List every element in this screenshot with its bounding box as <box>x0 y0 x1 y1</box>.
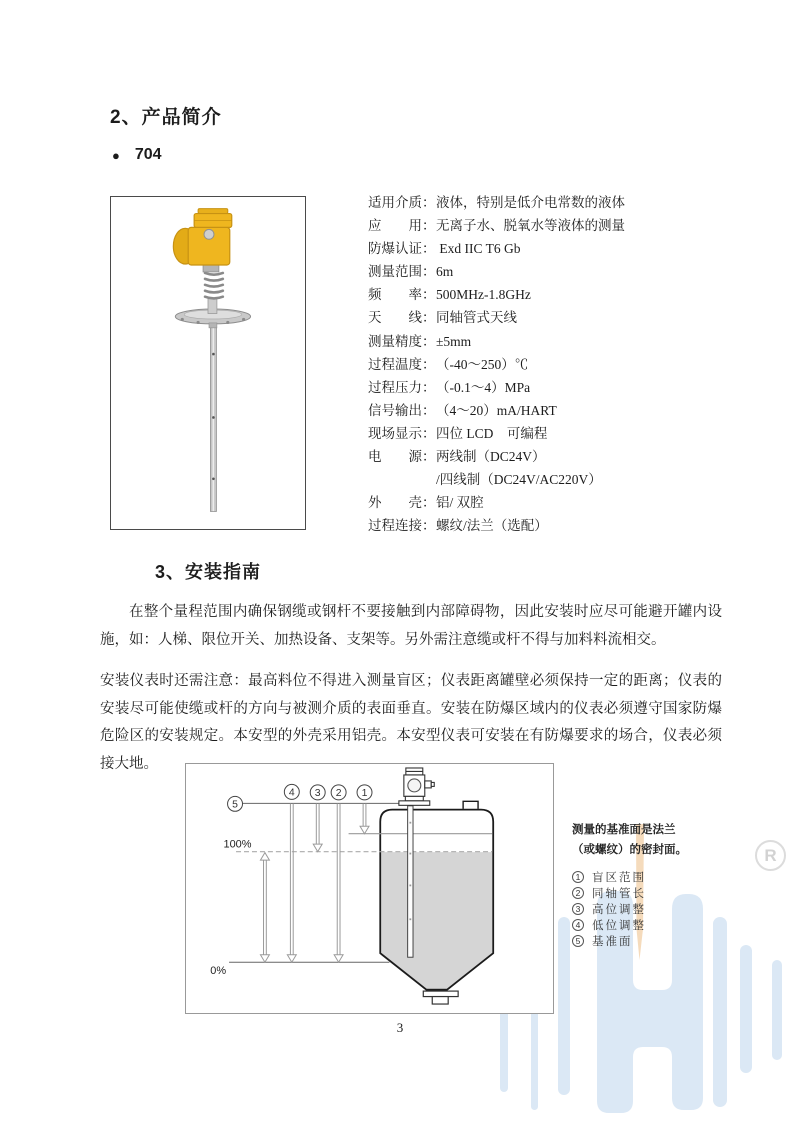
callout-2-number: 2 <box>335 787 342 799</box>
spec-row <box>368 214 758 237</box>
spec-row <box>368 283 758 306</box>
callout-numbers <box>232 787 367 810</box>
housing-cap <box>198 209 228 214</box>
product-image <box>110 196 306 530</box>
spec-row <box>368 514 758 537</box>
flange-bolt <box>181 318 184 321</box>
diagram-arrows <box>260 803 369 962</box>
legend-item-text: 低位调整 <box>592 920 646 932</box>
arrow-4-low-adjust <box>287 803 296 962</box>
spec-label: 适用介质： <box>368 195 436 210</box>
callout-4-number: 4 <box>288 787 295 799</box>
spec-value: 液体，特别是低介电常数的液体 <box>436 195 625 210</box>
install-paragraph-1: 在整个量程范围内确保钢缆或钢杆不要接触到内部障碍物，因此安装时应尽可能避开罐内设施，如：人梯、限位开关、加热设备、支架等。另外需注意缆或杆不得与加料料流相交。 <box>100 604 722 648</box>
circled-number-icon: 3 <box>572 903 584 915</box>
spec-list <box>368 191 758 537</box>
legend-item <box>572 869 722 885</box>
spec-value: 铝/ 双腔 <box>436 495 484 511</box>
circled-number-icon: 2 <box>572 887 584 899</box>
arrow-2-coax-length <box>334 803 343 962</box>
level-transmitter-drawing <box>173 209 250 512</box>
product-name: 704 <box>134 146 162 163</box>
legend-item-text: 同轴管长 <box>592 888 646 900</box>
spec-value: （4～20）mA/HART <box>436 402 557 418</box>
spec-row <box>368 353 758 376</box>
spec-label: 现场显示： <box>368 425 436 441</box>
bottom-outlet-nozzle <box>432 997 448 1004</box>
bottom-outlet-flange <box>423 991 458 996</box>
spec-value: ±5mm <box>436 333 472 349</box>
spec-row <box>368 399 758 422</box>
watermark-bar <box>558 917 570 1095</box>
spec-row <box>368 306 758 329</box>
spec-label: 天 线： <box>368 310 436 326</box>
flange-bolt <box>226 321 229 324</box>
spec-row <box>368 260 758 283</box>
label-100-percent: 100% <box>223 838 252 851</box>
spec-value: 两线制（DC24V） <box>436 449 546 465</box>
spec-row <box>368 445 758 468</box>
flange-bolt <box>197 321 200 324</box>
legend-note-line2: （或螺纹）的密封面。 <box>572 844 687 856</box>
spec-value: 6m <box>436 264 454 280</box>
diagram-legend <box>572 820 722 949</box>
legend-item <box>572 885 722 901</box>
spec-value: 四位 LCD 可编程 <box>436 425 548 441</box>
legend-item <box>572 933 722 949</box>
page-number: 3 <box>396 1020 404 1035</box>
measuring-span-arrow <box>260 853 269 963</box>
label-0-percent: 0% <box>210 965 227 978</box>
rod-hole <box>212 416 215 419</box>
spec-value: （-40～250）℃ <box>436 356 529 372</box>
flange-stem <box>209 323 217 328</box>
legend-item <box>572 917 722 933</box>
rod-hole <box>212 478 215 481</box>
rod-hole <box>212 353 215 356</box>
installation-diagram <box>185 763 554 1014</box>
housing-port <box>204 229 214 239</box>
probe-hole <box>409 918 411 920</box>
probe-hole <box>409 853 411 855</box>
spec-label: 测量精度： <box>368 333 436 349</box>
spec-label: 电 源： <box>368 449 436 465</box>
probe-rod <box>408 806 413 957</box>
spec-row <box>368 468 758 491</box>
spec-value: 螺纹/法兰（选配） <box>436 518 548 534</box>
circled-number-icon: 5 <box>572 935 584 947</box>
spec-value: 同轴管式天线 <box>436 310 517 326</box>
legend-item <box>572 901 722 917</box>
spec-row <box>368 422 758 445</box>
arrow-3-high-adjust <box>313 803 322 851</box>
spec-value: 500MHz-1.8GHz <box>436 287 531 303</box>
spring-bellows <box>205 273 223 298</box>
spec-label: 过程压力： <box>368 379 436 395</box>
neck-pipe <box>208 299 217 314</box>
watermark-bar <box>772 960 782 1060</box>
legend-item-text: 盲区范围 <box>592 872 646 884</box>
spec-row <box>368 191 758 214</box>
legend-item-text: 高位调整 <box>592 904 646 916</box>
spec-value: /四线制（DC24V/AC220V） <box>436 472 602 488</box>
callout-5-number: 5 <box>232 799 238 811</box>
spec-value: 无离子水、脱氧水等液体的测量 <box>436 218 625 234</box>
process-adapter <box>203 265 219 272</box>
spec-value: （-0.1～4）MPa <box>436 379 531 395</box>
spec-label: 外 壳： <box>368 495 436 511</box>
spec-label: 过程连接： <box>368 518 436 534</box>
callout-1-number: 1 <box>361 787 368 799</box>
section-3-title: 3、安装指南 <box>155 562 262 582</box>
install-paragraph-2: 安装仪表时还需注意：最高料位不得进入测量盲区；仪表距离罐壁必须保持一定的距离；仪表的安装尽可能使缆或杆的方向与被测介质的表面垂直。安装在防爆区域内的仪表必须遵守国家防爆危险区的安装规定。本安型的外壳采用铝壳。本安型仪表可安装在有防爆要求的场合，仪表必须接大地。 <box>100 673 722 772</box>
callout-circles <box>228 784 372 811</box>
spec-row <box>368 491 758 514</box>
spec-row <box>368 237 758 260</box>
spec-row <box>368 330 758 353</box>
spec-label: 防爆认证： <box>368 241 436 257</box>
spec-value: Exd IIC T6 Gb <box>436 241 521 257</box>
legend-item-text: 基准面 <box>592 936 633 948</box>
product-bullet-row <box>112 146 162 164</box>
flange-bolt <box>242 318 245 321</box>
spec-label: 过程温度： <box>368 356 436 372</box>
probe-hole <box>409 885 411 887</box>
spec-label: 应 用： <box>368 218 436 234</box>
legend-note-line1: 测量的基准面是法兰 <box>572 824 676 836</box>
spec-row <box>368 376 758 399</box>
callout-3-number: 3 <box>314 787 321 799</box>
circled-number-icon: 4 <box>572 919 584 931</box>
circled-number-icon: 1 <box>572 871 584 883</box>
spec-label: 频 率： <box>368 287 436 303</box>
watermark-bar <box>740 945 752 1073</box>
probe-hole <box>409 822 411 824</box>
spec-label: 信号输出： <box>368 402 436 418</box>
tank-top-nozzle <box>463 801 478 808</box>
spec-label: 测量范围： <box>368 264 436 280</box>
section-2-title: 2、产品简介 <box>110 107 222 128</box>
instrument-icon <box>399 768 434 805</box>
registered-trademark-icon: R <box>755 840 786 871</box>
legend-items <box>572 869 722 949</box>
arrow-1-blind-zone <box>360 803 369 833</box>
bullet-icon: ● <box>112 147 120 163</box>
